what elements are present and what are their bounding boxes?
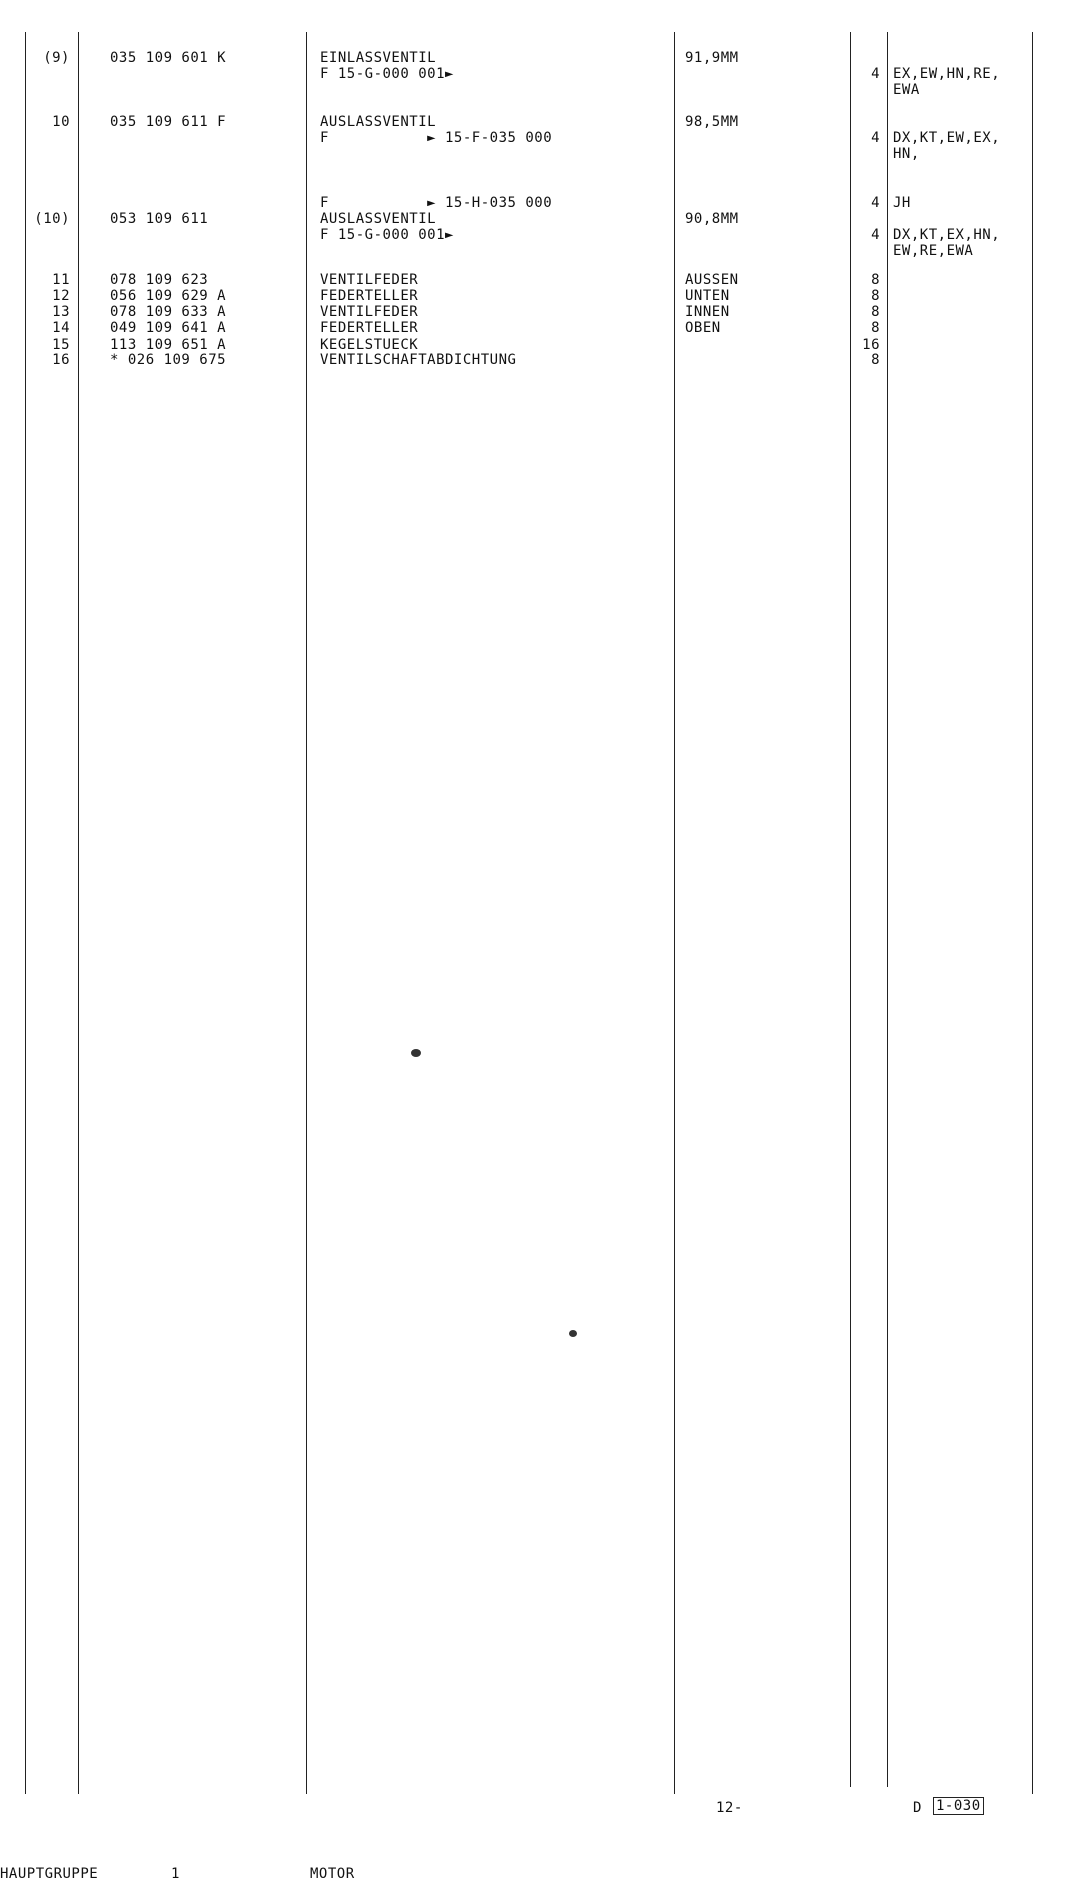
row-part-number: 053 109 611: [110, 211, 209, 227]
row-models: HN,: [893, 146, 920, 162]
row-position: 12: [52, 288, 70, 304]
row-description: EINLASSVENTIL: [320, 50, 437, 66]
row-description: VENTILFEDER: [320, 272, 419, 288]
scan-speck: [411, 1049, 421, 1057]
row-quantity: 16: [862, 337, 880, 353]
row-remark: 98,5MM: [685, 114, 739, 130]
row-quantity: 4: [871, 195, 880, 211]
row-description: F 15-G-000 001►: [320, 66, 454, 82]
row-position: 11: [52, 272, 70, 288]
row-part-number: 113 109 651 A: [110, 337, 227, 353]
row-part-number: 049 109 641 A: [110, 320, 227, 336]
row-part-number: 035 109 611 F: [110, 114, 227, 130]
row-models: EWA: [893, 82, 920, 98]
row-description: F ► 15-F-035 000: [320, 130, 553, 146]
row-remark: 91,9MM: [685, 50, 739, 66]
row-part-number: 078 109 623: [110, 272, 209, 288]
row-position: (9): [43, 50, 70, 66]
row-description: F ► 15-H-035 000: [320, 195, 553, 211]
row-part-number: 078 109 633 A: [110, 304, 227, 320]
row-description: VENTILSCHAFTABDICHTUNG: [320, 352, 517, 368]
row-remark: OBEN: [685, 320, 721, 336]
row-description: AUSLASSVENTIL: [320, 114, 437, 130]
row-remark: UNTEN: [685, 288, 730, 304]
page-number: 12-: [716, 1800, 743, 1816]
row-part-number: * 026 109 675: [110, 352, 227, 368]
row-models: JH: [893, 195, 911, 211]
language-code: D: [913, 1800, 922, 1816]
main-group-label: HAUPTGRUPPE: [0, 1866, 99, 1882]
row-models: EW,RE,EWA: [893, 243, 974, 259]
column-rule-part: [306, 32, 307, 1794]
row-quantity: 4: [871, 66, 880, 82]
row-description: AUSLASSVENTIL: [320, 211, 437, 227]
scan-speck: [569, 1330, 577, 1337]
row-description: FEDERTELLER: [320, 288, 419, 304]
row-remark: 90,8MM: [685, 211, 739, 227]
row-models: DX,KT,EX,HN,: [893, 227, 1001, 243]
column-rule-qty: [887, 32, 888, 1787]
row-position: 15: [52, 337, 70, 353]
main-group-name: MOTOR: [310, 1866, 355, 1882]
column-rule-pos: [78, 32, 79, 1794]
row-quantity: 8: [871, 320, 880, 336]
row-quantity: 4: [871, 227, 880, 243]
row-description: F 15-G-000 001►: [320, 227, 454, 243]
row-quantity: 8: [871, 272, 880, 288]
row-remark: INNEN: [685, 304, 730, 320]
row-quantity: 8: [871, 352, 880, 368]
row-description: VENTILFEDER: [320, 304, 419, 320]
row-position: 16: [52, 352, 70, 368]
row-part-number: 035 109 601 K: [110, 50, 227, 66]
row-models: EX,EW,HN,RE,: [893, 66, 1001, 82]
row-position: 10: [52, 114, 70, 130]
column-rule-description: [674, 32, 675, 1794]
row-remark: AUSSEN: [685, 272, 739, 288]
row-quantity: 4: [871, 130, 880, 146]
row-description: KEGELSTUECK: [320, 337, 419, 353]
row-part-number: 056 109 629 A: [110, 288, 227, 304]
page-reference: 1-030: [933, 1797, 984, 1815]
row-quantity: 8: [871, 288, 880, 304]
column-rule-right: [1032, 32, 1033, 1794]
main-group-number: 1: [171, 1866, 180, 1882]
row-quantity: 8: [871, 304, 880, 320]
row-position: (10): [34, 211, 70, 227]
row-position: 13: [52, 304, 70, 320]
row-position: 14: [52, 320, 70, 336]
row-description: FEDERTELLER: [320, 320, 419, 336]
row-models: DX,KT,EW,EX,: [893, 130, 1001, 146]
